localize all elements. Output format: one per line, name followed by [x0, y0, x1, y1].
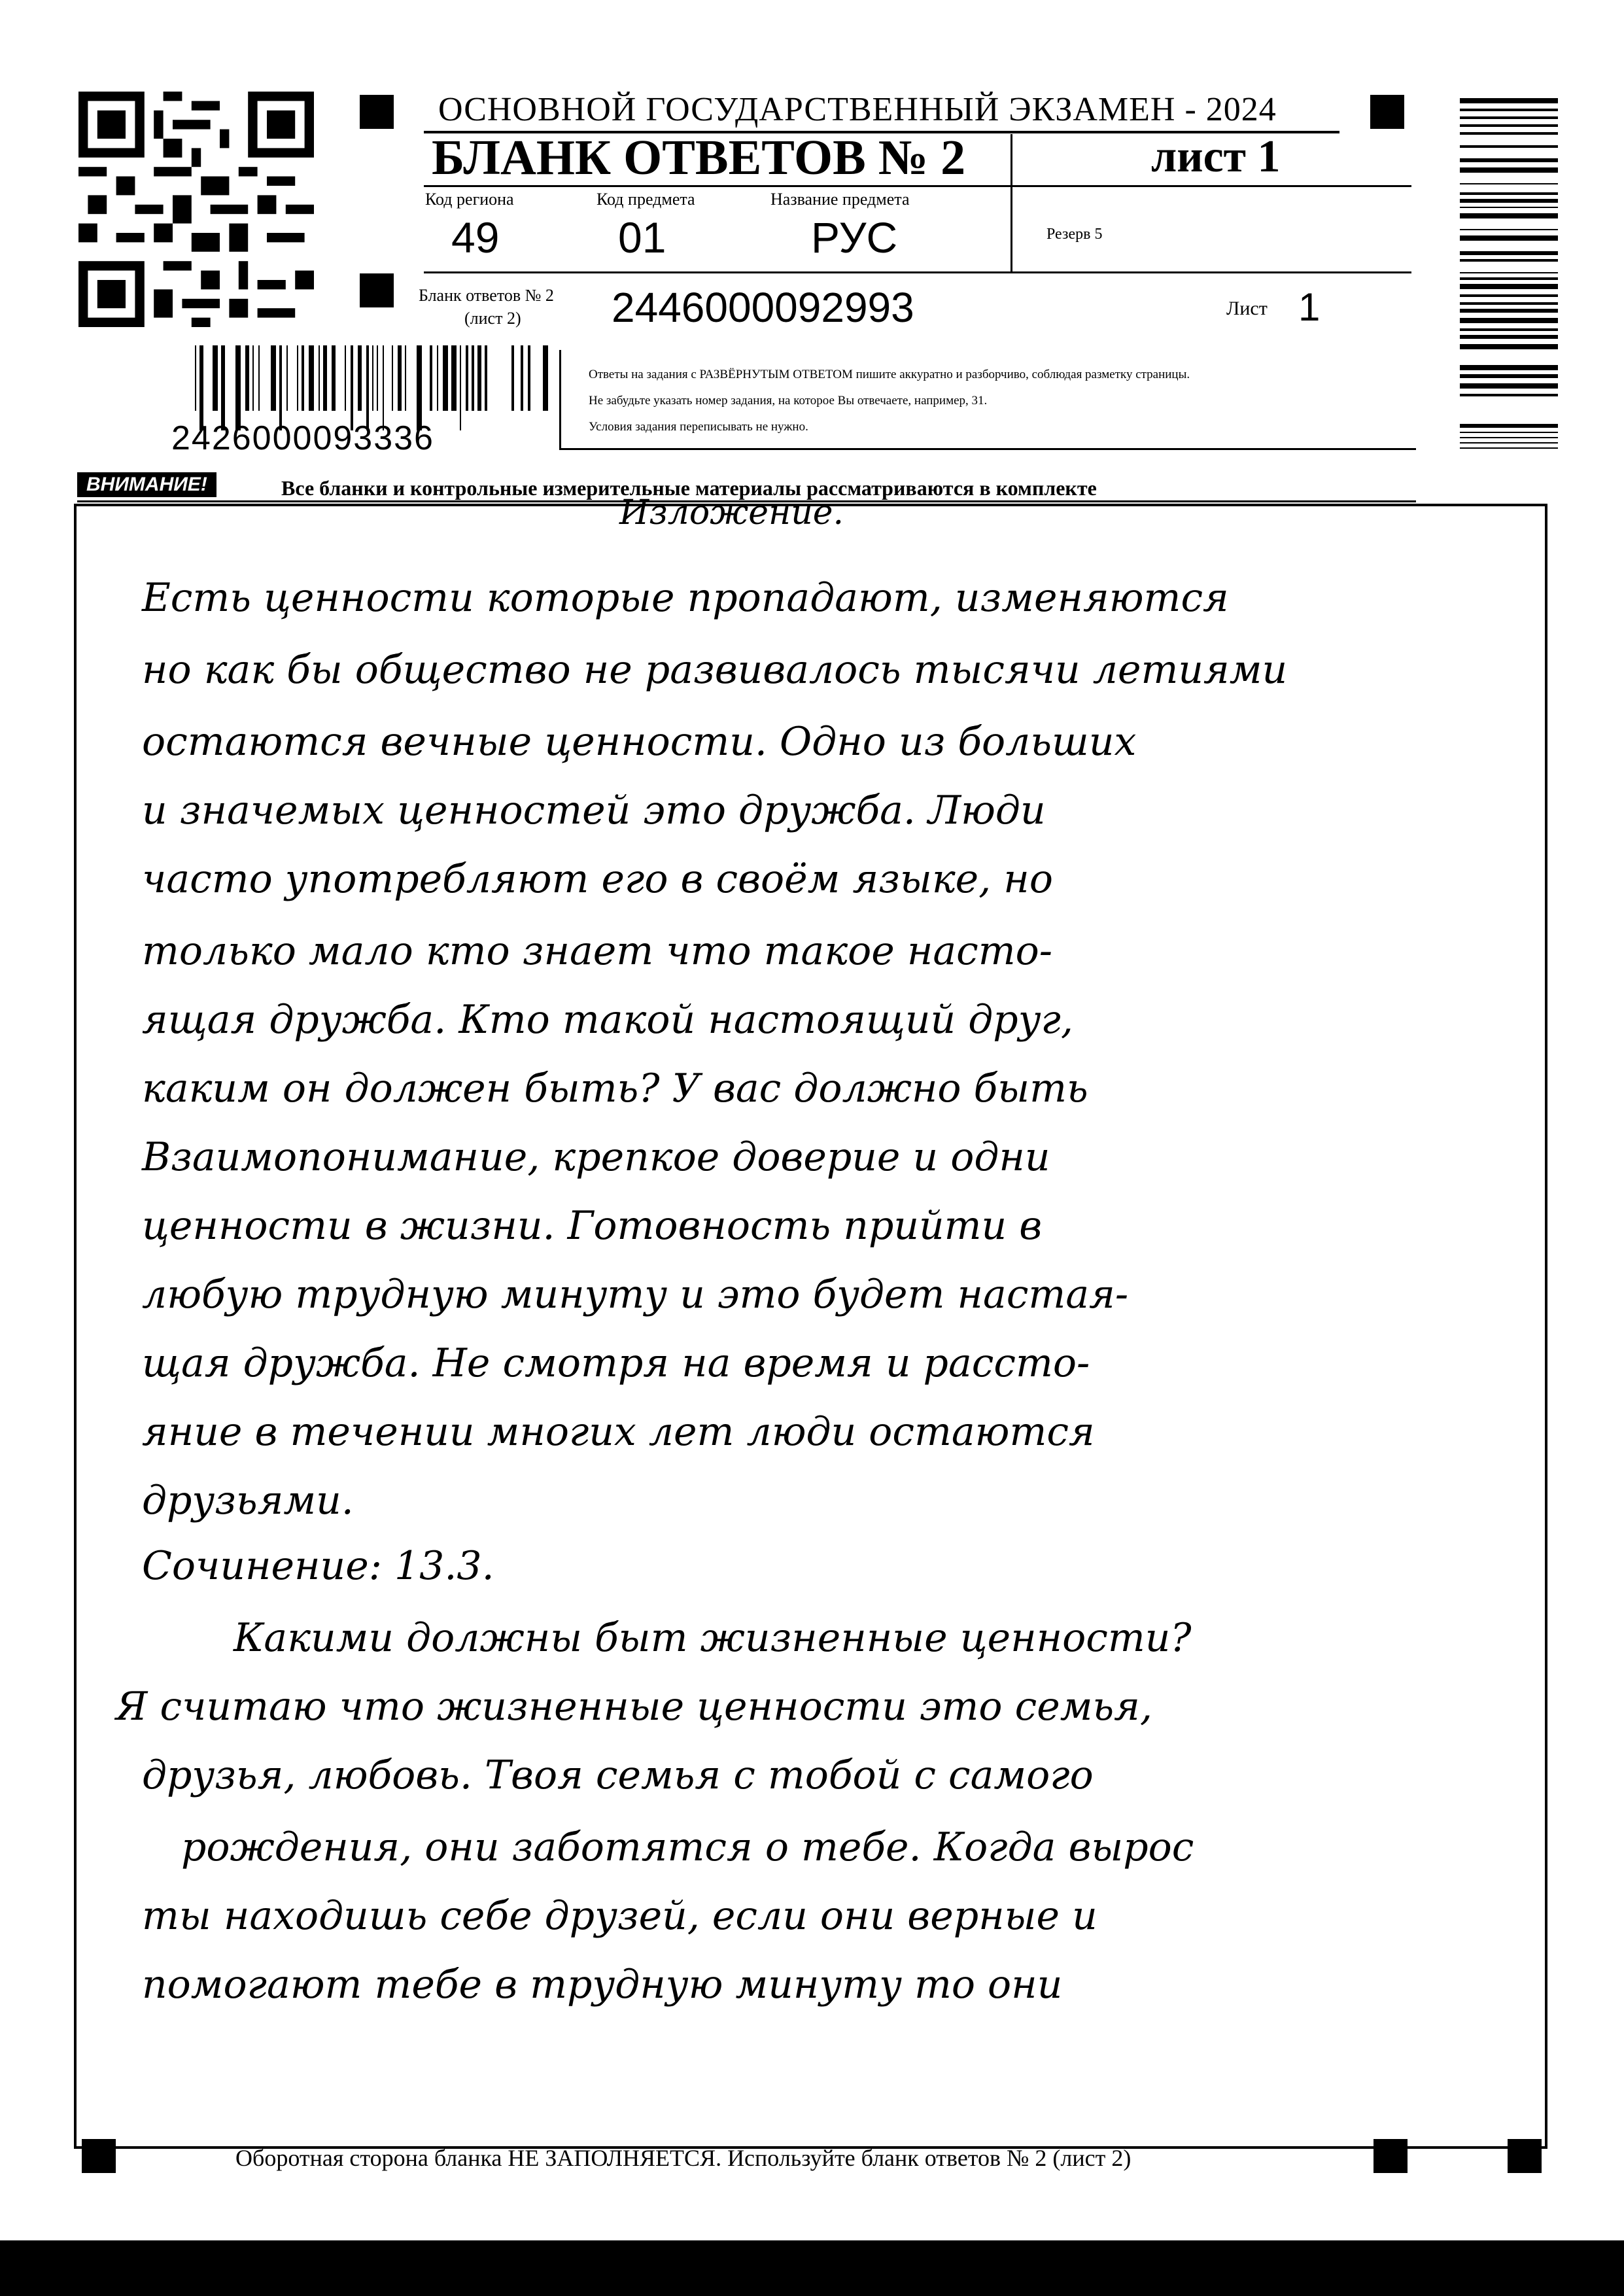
qr-code — [78, 92, 314, 327]
answer-line: остаются вечные ценности. Одно из больших — [142, 719, 1137, 765]
sheet-small-label: Лист — [1226, 298, 1268, 319]
header-rule — [424, 271, 1411, 273]
exam-title: ОСНОВНОЙ ГОСУДАРСТВЕННЫЙ ЭКЗАМЕН - 2024 — [438, 91, 1277, 128]
header-rule — [424, 185, 1411, 187]
warning-badge: ВНИМАНИЕ! — [77, 472, 216, 497]
answer-line: ты находишь себе друзей, если они верные и — [142, 1893, 1097, 1939]
footer-note: Оборотная сторона бланка НЕ ЗАПОЛНЯЕТСЯ. Используйте бланк ответов № 2 (лист 2) — [235, 2145, 1132, 2171]
answer-line: помогают тебе в трудную минуту то они — [142, 1962, 1063, 2008]
instruction-line: Условия задания переписывать не нужно. — [589, 420, 808, 434]
answer-line: ящая дружба. Кто такой настоящий друг, — [142, 997, 1073, 1043]
answer-line: Какими должны быт жизненные ценности? — [233, 1615, 1192, 1661]
region-label: Код региона — [425, 190, 514, 209]
link-number: 2446000092993 — [612, 284, 914, 331]
sheet-label: лист 1 — [1151, 131, 1281, 182]
link-label-sheet: (лист 2) — [464, 309, 521, 328]
reserve-label: Резерв 5 — [1046, 226, 1103, 243]
marker-square — [1373, 2139, 1408, 2173]
answer-line: Сочинение: 13.3. — [142, 1543, 494, 1589]
marker-square — [82, 2139, 116, 2173]
side-barcode — [1460, 98, 1558, 458]
answer-line: рождения, они заботятся о тебе. Когда вырос — [181, 1824, 1194, 1870]
sheet-small-value: 1 — [1298, 285, 1321, 329]
marker-square — [1508, 2139, 1542, 2173]
instruction-line: Ответы на задания с РАЗВЁРНУТЫМ ОТВЕТОМ пишите аккуратно и разборчиво, соблюдая разметку страницы. — [589, 368, 1190, 381]
answer-line: ценности в жизни. Готовность прийти в — [142, 1203, 1043, 1249]
answer-line: Взаимопонимание, крепкое доверие и одни — [142, 1134, 1050, 1180]
subject-name-value: РУС — [811, 213, 898, 262]
warning-text: Все бланки и контрольные измерительные материалы рассматриваются в комплекте — [281, 476, 1097, 500]
marker-square — [360, 273, 394, 307]
answer-line: щая дружба. Не смотря на время и рассто- — [142, 1340, 1090, 1386]
marker-square — [360, 95, 394, 129]
form-barcode — [195, 345, 548, 430]
answer-line: Есть ценности которые пропадают, изменяются — [142, 575, 1229, 621]
answer-line: и значемых ценностей это дружба. Люди — [142, 788, 1046, 833]
answer-heading: Изложение. — [619, 493, 844, 532]
barcode-number: 2426000093336 — [171, 419, 434, 457]
subject-code-value: 01 — [618, 213, 666, 262]
instruction-rule — [559, 448, 1416, 450]
region-value: 49 — [451, 213, 500, 262]
answer-line: друзья, любовь. Твоя семья с тобой с самого — [142, 1752, 1094, 1798]
barcode-divider — [559, 350, 561, 448]
form-title: БЛАНК ОТВЕТОВ № 2 — [432, 130, 966, 185]
subject-code-label: Код предмета — [596, 190, 695, 209]
answer-line: но как бы общество не развивалось тысячи летиями — [142, 647, 1288, 693]
instruction-line: Не забудьте указать номер задания, на которое Вы отвечаете, например, 31. — [589, 394, 988, 408]
bottom-black-band — [0, 2240, 1624, 2296]
link-label: Бланк ответов № 2 — [419, 286, 554, 305]
answer-line: только мало кто знает что такое насто- — [142, 928, 1053, 974]
header-divider — [1011, 134, 1012, 271]
subject-name-label: Название предмета — [770, 190, 910, 209]
answer-line: друзьями. — [142, 1478, 354, 1523]
answer-line: Я считаю что жизненные ценности это семья, — [116, 1684, 1152, 1730]
marker-square — [1370, 95, 1404, 129]
answer-line: часто употребляют его в своём языке, но — [142, 856, 1053, 902]
answer-line: каким он должен быть? У вас должно быть — [142, 1066, 1088, 1111]
answer-line: любую трудную минуту и это будет настая- — [142, 1272, 1129, 1317]
answer-line: яние в течении многих лет люди остаются — [142, 1409, 1095, 1455]
answer-area — [74, 493, 1547, 2149]
